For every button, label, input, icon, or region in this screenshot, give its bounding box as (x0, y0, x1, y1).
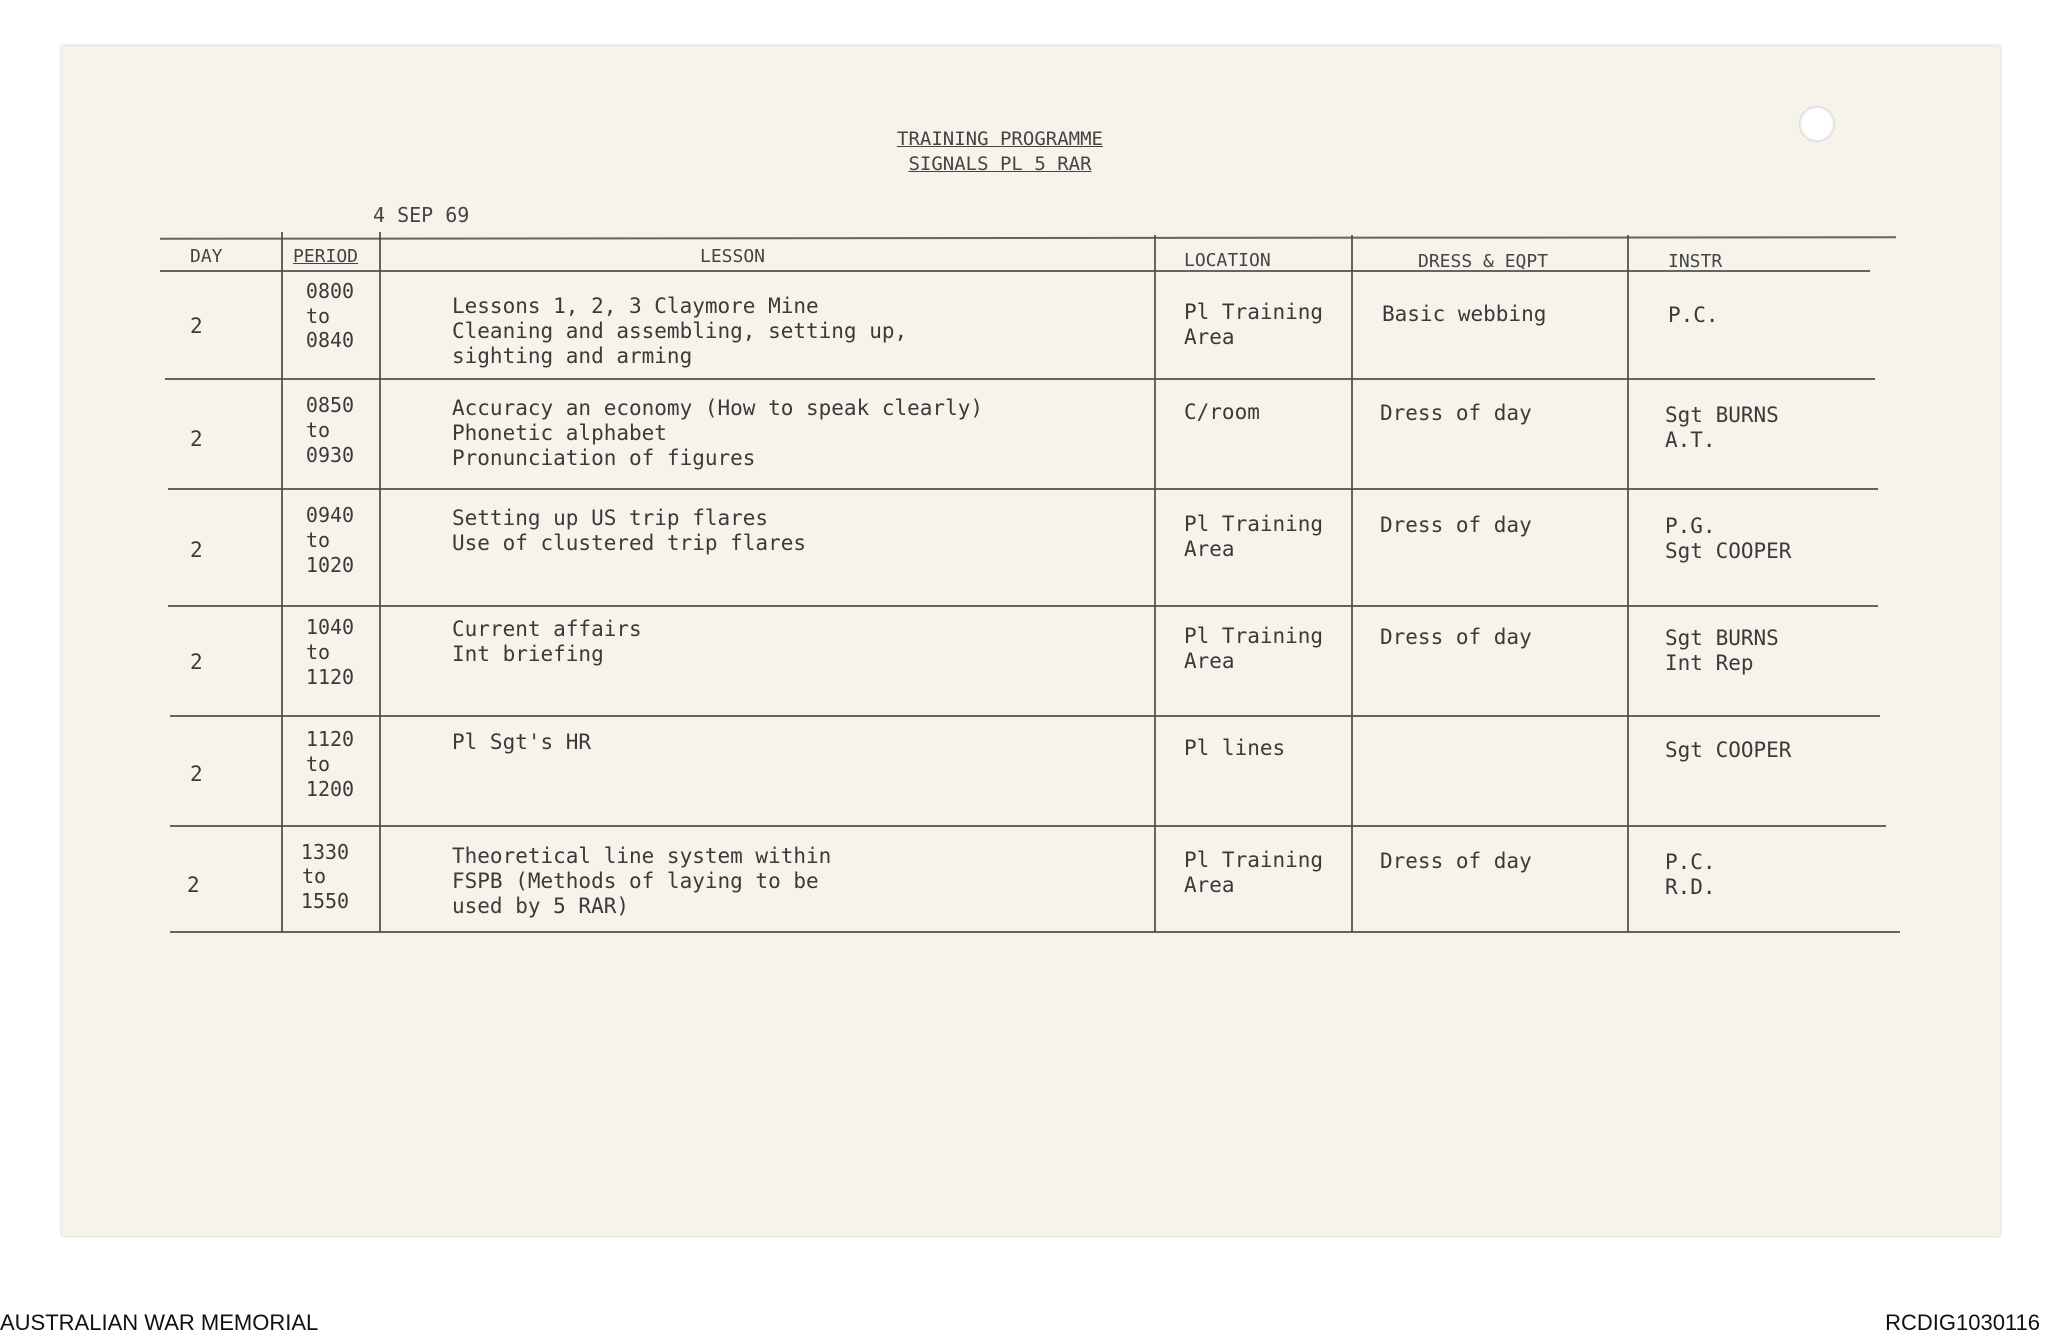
column-divider (379, 232, 381, 932)
footer-record-id: RCDIG1030116 (1885, 1310, 2040, 1335)
column-divider (1154, 235, 1156, 932)
row-divider (168, 488, 1878, 490)
row-6-location: Pl Training Area (1184, 848, 1324, 897)
punch-hole (1799, 106, 1835, 142)
row-6-period-to: to (301, 864, 327, 888)
row-1-day: 2 (190, 314, 203, 338)
row-5-period-start: 1120 (305, 727, 355, 751)
row-4-lesson: Current affairs Int briefing (452, 617, 642, 666)
header-location: LOCATION (1184, 250, 1271, 271)
row-5-location: Pl lines (1184, 736, 1286, 760)
row-1-instr: P.C. (1668, 303, 1719, 327)
row-2-period-end: 0930 (305, 443, 355, 467)
row-2-lesson: Accuracy an economy (How to speak clearly) Phonetic alphabet Pronunciation of figures (452, 396, 984, 470)
row-3-dress: Dress of day (1380, 513, 1532, 537)
row-4-period-end: 1120 (305, 665, 355, 689)
table-header-rule (160, 270, 1870, 272)
row-5-day: 2 (190, 762, 203, 786)
row-1-lesson: Lessons 1, 2, 3 Claymore Mine Cleaning and assembling, setting up, sighting and arming (452, 294, 908, 368)
row-4-dress: Dress of day (1380, 625, 1532, 649)
row-3-period-start: 0940 (305, 503, 355, 527)
table-bottom-rule (170, 931, 1900, 933)
row-2-period-start: 0850 (305, 393, 355, 417)
row-6-period-start: 1330 (300, 840, 350, 864)
header-day: DAY (190, 246, 223, 267)
row-4-day: 2 (190, 650, 203, 674)
row-2-day: 2 (190, 427, 203, 451)
row-6-instr: P.C. R.D. (1665, 850, 1716, 899)
document-subtitle: SIGNALS PL 5 RAR (908, 153, 1092, 175)
header-lesson: LESSON (700, 246, 766, 267)
document-date: 4 SEP 69 (373, 203, 470, 227)
row-3-period-end: 1020 (305, 553, 355, 577)
row-3-instr: P.G. Sgt COOPER (1665, 514, 1792, 563)
column-divider (1351, 235, 1353, 932)
row-6-lesson: Theoretical line system within FSPB (Methods of laying to be used by 5 RAR) (452, 844, 832, 918)
row-4-period-to: to (305, 640, 331, 664)
row-6-day: 2 (187, 873, 200, 897)
row-4-instr: Sgt BURNS Int Rep (1665, 626, 1779, 675)
row-1-period-to: to (305, 304, 331, 328)
row-2-dress: Dress of day (1380, 401, 1532, 425)
row-4-period-start: 1040 (305, 615, 355, 639)
row-5-period-end: 1200 (305, 777, 355, 801)
row-3-location: Pl Training Area (1184, 512, 1324, 561)
row-2-location: C/room (1184, 400, 1260, 424)
header-instr: INSTR (1668, 251, 1723, 272)
header-period: PERIOD (293, 246, 359, 267)
row-1-period-end: 0840 (305, 328, 355, 352)
row-1-location: Pl Training Area (1184, 300, 1324, 349)
header-dress: DRESS & EQPT (1418, 251, 1549, 272)
row-divider (168, 605, 1878, 607)
row-3-lesson: Setting up US trip flares Use of clustered trip flares (452, 506, 807, 555)
footer-source: AUSTRALIAN WAR MEMORIAL (0, 1310, 319, 1335)
row-1-dress: Basic webbing (1382, 302, 1547, 326)
document-title: TRAINING PROGRAMME (897, 128, 1103, 150)
row-4-location: Pl Training Area (1184, 624, 1324, 673)
row-6-period-end: 1550 (300, 889, 350, 913)
row-3-period-to: to (305, 528, 331, 552)
row-1-period-start: 0800 (305, 279, 355, 303)
row-5-period-to: to (305, 752, 331, 776)
column-divider (1627, 235, 1629, 932)
row-5-instr: Sgt COOPER (1665, 738, 1792, 762)
row-5-lesson: Pl Sgt's HR (452, 730, 592, 754)
row-2-period-to: to (305, 418, 331, 442)
row-6-dress: Dress of day (1380, 849, 1532, 873)
row-divider (165, 378, 1875, 380)
row-2-instr: Sgt BURNS A.T. (1665, 403, 1779, 452)
row-divider (170, 715, 1880, 717)
row-3-day: 2 (190, 538, 203, 562)
